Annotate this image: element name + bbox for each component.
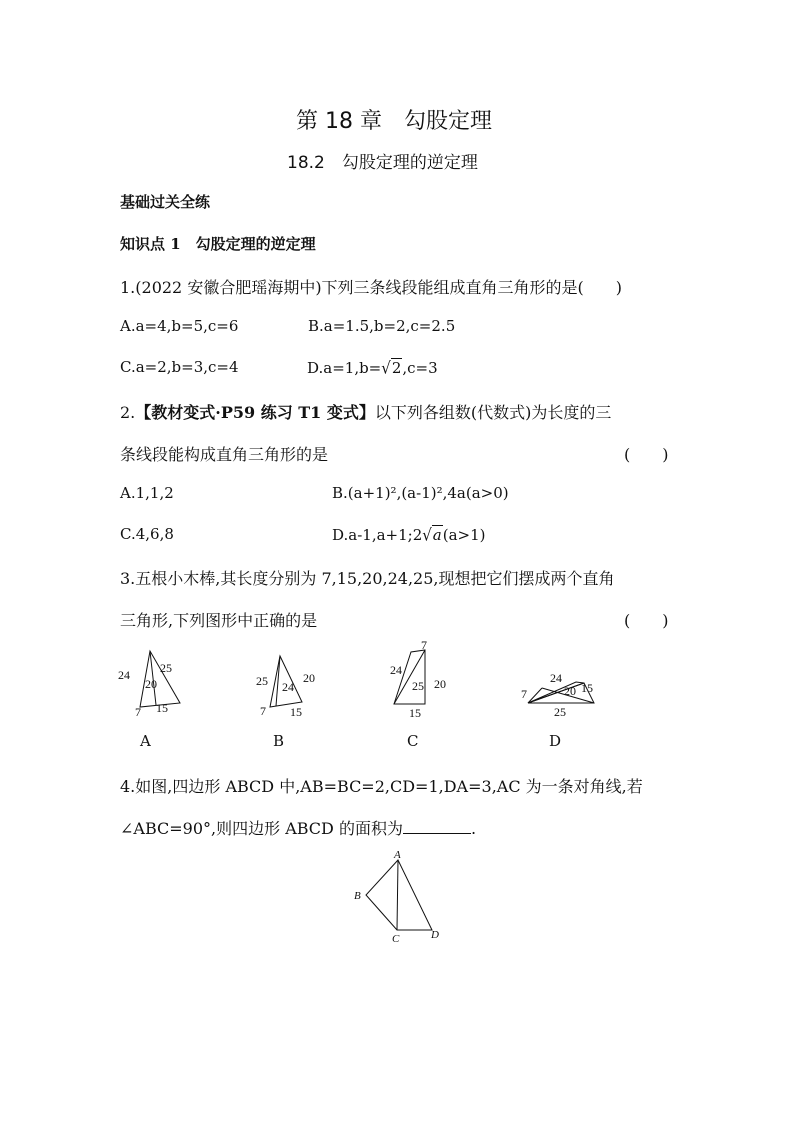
chapter-title: 第 18 章 勾股定理 xyxy=(296,109,492,134)
question-4-stem-line2 xyxy=(120,816,476,839)
answer-blank xyxy=(403,819,471,834)
figure-a-letter: A xyxy=(140,732,151,750)
figure-d-label-24: 24 xyxy=(550,671,562,685)
knowledge-point-heading: 知识点 1 勾股定理的逆定理 xyxy=(120,235,316,253)
figure-d-letter: D xyxy=(549,732,562,750)
sqrt-radicand: a xyxy=(432,526,442,544)
option-d-suffix: ,c=3 xyxy=(402,359,438,377)
figure-a-label-24: 24 xyxy=(118,668,130,682)
question-2-answer-paren: ( ) xyxy=(624,445,669,464)
question-2-stem-line2: 条线段能构成直角三角形的是 xyxy=(120,445,329,464)
question-2-option-d xyxy=(332,525,486,544)
sqrt-radicand: 2 xyxy=(391,359,402,377)
question-4-text: ∠ABC=90°,则四边形 ABCD 的面积为 xyxy=(120,819,403,838)
figure-a-diagram xyxy=(112,645,192,720)
sqrt-symbol: √2 xyxy=(381,358,402,378)
question-4-stem-line1: 4.如图,四边形 ABCD 中,AB=BC=2,CD=1,DA=3,AC 为一条对角线,若 xyxy=(120,777,643,796)
figure-a-label-20: 20 xyxy=(145,677,157,691)
figure-c-label-7: 7 xyxy=(421,638,427,652)
figure-b-label-25: 25 xyxy=(256,674,268,688)
figure-c-letter: C xyxy=(407,732,419,750)
question-2-number: 2. xyxy=(120,403,136,422)
figure-b-label-20: 20 xyxy=(303,671,315,685)
figure-c-label-20: 20 xyxy=(434,677,446,691)
question-2-option-a: A.1,1,2 xyxy=(120,484,174,502)
point-a-label: A xyxy=(394,849,401,861)
question-2-source: 【教材变式·P59 练习 T1 变式】 xyxy=(135,403,375,422)
figure-c-label-15: 15 xyxy=(409,706,421,720)
figure-b-diagram xyxy=(250,650,325,720)
sqrt-symbol: √a xyxy=(422,525,442,545)
figure-b-label-24: 24 xyxy=(282,680,294,694)
question-3-answer-paren: ( ) xyxy=(624,611,669,630)
question-2-option-c: C.4,6,8 xyxy=(120,525,174,543)
option-d-prefix: D.a-1,a+1;2 xyxy=(332,526,423,544)
figure-b-label-7: 7 xyxy=(260,704,266,718)
question-1-option-b: B.a=1.5,b=2,c=2.5 xyxy=(308,317,456,335)
question-1-option-d xyxy=(307,358,438,377)
point-d-label: D xyxy=(431,929,439,941)
question-4-end: . xyxy=(470,819,477,838)
quadrilateral-abcd-diagram xyxy=(348,846,448,946)
figure-c-label-25: 25 xyxy=(412,679,424,693)
figure-c-label-24: 24 xyxy=(390,663,402,677)
question-3-stem-line2: 三角形,下列图形中正确的是 xyxy=(120,611,318,630)
practice-heading: 基础过关全练 xyxy=(120,193,211,211)
question-2-option-b: B.(a+1)²,(a-1)²,4a(a>0) xyxy=(332,484,509,502)
figure-b-label-15: 15 xyxy=(290,705,302,719)
question-1-option-c: C.a=2,b=3,c=4 xyxy=(120,358,239,376)
point-b-label: B xyxy=(354,890,361,902)
question-2-stem-line1 xyxy=(120,400,611,423)
question-3-stem-line1: 3.五根小木棒,其长度分别为 7,15,20,24,25,现想把它们摆成两个直角 xyxy=(120,569,615,588)
figure-d-label-15: 15 xyxy=(581,681,593,695)
figure-b-letter: B xyxy=(273,732,285,750)
question-1-stem: 1.(2022 安徽合肥瑶海期中)下列三条线段能组成直角三角形的是( ) xyxy=(120,278,623,297)
question-2-text: 以下列各组数(代数式)为长度的三 xyxy=(374,403,612,422)
figure-d-label-20: 20 xyxy=(564,684,576,698)
section-title: 18.2 勾股定理的逆定理 xyxy=(287,153,478,173)
figure-a-label-25: 25 xyxy=(160,661,172,675)
figure-d-label-7: 7 xyxy=(521,687,527,701)
figure-d-diagram xyxy=(514,668,604,720)
option-d-prefix: D.a=1,b= xyxy=(307,359,382,377)
figure-a-label-7: 7 xyxy=(135,705,141,719)
figure-d-label-25: 25 xyxy=(554,705,566,719)
figure-c-diagram xyxy=(384,636,459,721)
option-d-suffix: (a>1) xyxy=(442,526,486,544)
figure-a-label-15: 15 xyxy=(156,701,168,715)
question-1-option-a: A.a=4,b=5,c=6 xyxy=(120,317,239,335)
point-c-label: C xyxy=(392,933,400,945)
